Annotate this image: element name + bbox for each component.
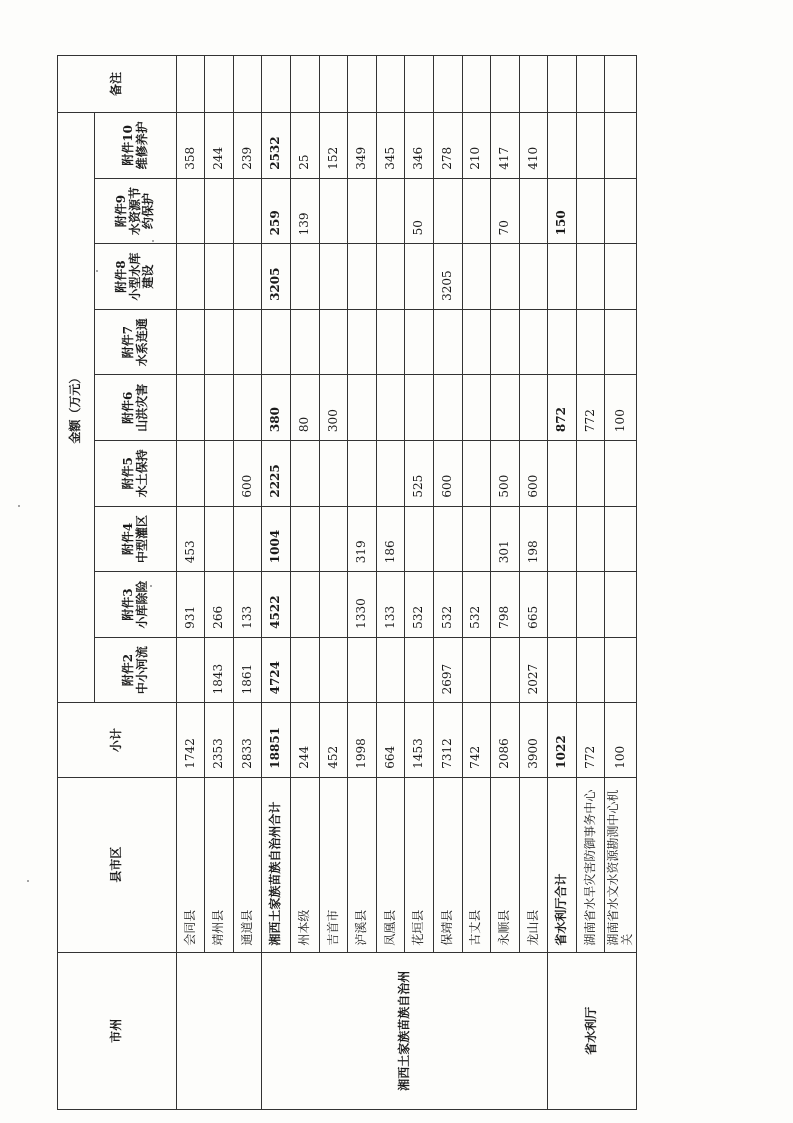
header-col-line1: 附件7 [120, 326, 135, 359]
header-col-7 [95, 309, 176, 375]
cell-attachment-10 [576, 112, 605, 178]
cell-remark [433, 56, 462, 113]
table-body [58, 56, 637, 1110]
cell-attachment-5 [576, 441, 605, 507]
cell-attachment-2 [176, 637, 205, 703]
cell-remark [376, 56, 405, 113]
cell-attachment-6: 300 [319, 375, 348, 441]
cell-subtotal: 1742 [176, 703, 205, 777]
cell-attachment-5 [605, 441, 637, 507]
cell-attachment-4 [462, 506, 491, 572]
cell-attachment-9 [233, 178, 262, 244]
cell-attachment-8 [176, 244, 205, 310]
cell-attachment-6: 872 [548, 375, 577, 441]
cell-attachment-9: 150 [548, 178, 577, 244]
cell-attachment-3 [605, 572, 637, 638]
cell-attachment-6: 80 [291, 375, 320, 441]
table-row [491, 56, 520, 1110]
cell-attachment-4: 198 [519, 506, 548, 572]
cell-attachment-3: 931 [176, 572, 205, 638]
cell-attachment-5: 525 [405, 441, 434, 507]
cell-attachment-2: 1861 [233, 637, 262, 703]
cell-attachment-8 [319, 244, 348, 310]
cell-subtotal: 452 [319, 703, 348, 777]
cell-attachment-3 [291, 572, 320, 638]
header-col-line2: 水资源节约保护 [127, 187, 156, 236]
cell-attachment-7 [605, 309, 637, 375]
header-col-line2: 小型水库建设 [127, 252, 156, 301]
cell-remark [205, 56, 234, 113]
cell-attachment-8 [376, 244, 405, 310]
cell-attachment-8 [348, 244, 377, 310]
cell-county: 泸溪县 [348, 777, 377, 952]
cell-attachment-4: 453 [176, 506, 205, 572]
table-row [291, 56, 320, 1110]
cell-remark [548, 56, 577, 113]
cell-attachment-2 [319, 637, 348, 703]
cell-attachment-10: 25 [291, 112, 320, 178]
header-col-2 [95, 637, 176, 703]
cell-subtotal: 742 [462, 703, 491, 777]
cell-attachment-9 [462, 178, 491, 244]
cell-attachment-9 [348, 178, 377, 244]
cell-attachment-9 [576, 178, 605, 244]
cell-attachment-3 [576, 572, 605, 638]
cell-remark [519, 56, 548, 113]
cell-attachment-8 [233, 244, 262, 310]
cell-subtotal: 244 [291, 703, 320, 777]
cell-subtotal: 1453 [405, 703, 434, 777]
table-row [462, 56, 491, 1110]
cell-remark [462, 56, 491, 113]
cell-attachment-9 [433, 178, 462, 244]
cell-attachment-9: 50 [405, 178, 434, 244]
header-col-line1: 附件8 [113, 260, 128, 293]
cell-attachment-5 [376, 441, 405, 507]
cell-attachment-3: 133 [376, 572, 405, 638]
cell-attachment-9: 259 [262, 178, 291, 244]
cell-subtotal: 3900 [519, 703, 548, 777]
table-row [433, 56, 462, 1110]
cell-attachment-2 [376, 637, 405, 703]
header-col-8 [95, 244, 176, 310]
cell-attachment-4 [291, 506, 320, 572]
cell-remark [319, 56, 348, 113]
cell-attachment-7 [205, 309, 234, 375]
cell-attachment-6 [491, 375, 520, 441]
cell-attachment-7 [233, 309, 262, 375]
cell-attachment-10: 239 [233, 112, 262, 178]
cell-subtotal: 664 [376, 703, 405, 777]
cell-attachment-6 [462, 375, 491, 441]
cell-attachment-10: 244 [205, 112, 234, 178]
cell-attachment-8 [405, 244, 434, 310]
header-subtotal: 小计 [58, 703, 177, 777]
cell-attachment-7 [433, 309, 462, 375]
cell-attachment-8 [576, 244, 605, 310]
cell-attachment-10: 210 [462, 112, 491, 178]
cell-subtotal: 100 [605, 703, 637, 777]
header-col-9 [95, 178, 176, 244]
cell-county: 湖南省水文水资源勘测中心机关 [605, 777, 637, 952]
cell-attachment-5 [348, 441, 377, 507]
cell-attachment-5 [176, 441, 205, 507]
cell-subtotal: 2086 [491, 703, 520, 777]
cell-attachment-8 [462, 244, 491, 310]
cell-county: 古丈县 [462, 777, 491, 952]
cell-attachment-9 [319, 178, 348, 244]
cell-attachment-4: 319 [348, 506, 377, 572]
cell-attachment-2: 2697 [433, 637, 462, 703]
table-row [548, 56, 577, 1110]
cell-attachment-7 [462, 309, 491, 375]
cell-county: 花垣县 [405, 777, 434, 952]
header-col-line2: 中型灌区 [134, 514, 149, 563]
cell-county: 龙山县 [519, 777, 548, 952]
cell-attachment-7 [291, 309, 320, 375]
cell-attachment-3: 4522 [262, 572, 291, 638]
cell-attachment-5 [205, 441, 234, 507]
cell-attachment-4 [576, 506, 605, 572]
header-amount-group: 金额（万元） [58, 112, 95, 702]
cell-attachment-6 [405, 375, 434, 441]
cell-remark [233, 56, 262, 113]
cell-attachment-2 [462, 637, 491, 703]
cell-attachment-7 [548, 309, 577, 375]
table-row [605, 56, 637, 1110]
cell-attachment-3 [319, 572, 348, 638]
cell-attachment-2 [548, 637, 577, 703]
cell-remark [291, 56, 320, 113]
cell-attachment-9: 139 [291, 178, 320, 244]
cell-subtotal: 2833 [233, 703, 262, 777]
cell-county: 省水利厅合计 [548, 777, 577, 952]
cell-county: 保靖县 [433, 777, 462, 952]
cell-attachment-4 [605, 506, 637, 572]
cell-attachment-8 [291, 244, 320, 310]
cell-attachment-5 [462, 441, 491, 507]
cell-remark [176, 56, 205, 113]
cell-subtotal: 2353 [205, 703, 234, 777]
cell-attachment-3: 532 [433, 572, 462, 638]
cell-attachment-2 [291, 637, 320, 703]
cell-attachment-4 [233, 506, 262, 572]
cell-attachment-4 [205, 506, 234, 572]
cell-attachment-2: 2027 [519, 637, 548, 703]
cell-attachment-7 [519, 309, 548, 375]
cell-attachment-10: 349 [348, 112, 377, 178]
cell-remark [491, 56, 520, 113]
cell-city [176, 952, 262, 1109]
header-remark: 备注 [58, 56, 177, 113]
header-col-6 [95, 375, 176, 441]
cell-attachment-10: 278 [433, 112, 462, 178]
header-col-line2: 水系连通 [134, 318, 149, 367]
cell-attachment-6 [176, 375, 205, 441]
cell-attachment-3: 798 [491, 572, 520, 638]
cell-attachment-8 [205, 244, 234, 310]
cell-county: 永顺县 [491, 777, 520, 952]
header-col-3 [95, 572, 176, 638]
header-col-line1: 附件6 [120, 391, 135, 424]
cell-attachment-7 [319, 309, 348, 375]
cell-attachment-6 [519, 375, 548, 441]
cell-attachment-10: 346 [405, 112, 434, 178]
cell-attachment-5 [319, 441, 348, 507]
cell-attachment-10: 2532 [262, 112, 291, 178]
cell-attachment-6 [433, 375, 462, 441]
cell-attachment-10: 152 [319, 112, 348, 178]
table-row [176, 56, 205, 1110]
cell-attachment-3: 1330 [348, 572, 377, 638]
table-row [576, 56, 605, 1110]
cell-remark [576, 56, 605, 113]
cell-attachment-5: 600 [519, 441, 548, 507]
cell-attachment-3: 665 [519, 572, 548, 638]
cell-remark [605, 56, 637, 113]
cell-attachment-10 [605, 112, 637, 178]
cell-attachment-2 [348, 637, 377, 703]
table-row [405, 56, 434, 1110]
cell-attachment-8 [605, 244, 637, 310]
cell-attachment-4: 301 [491, 506, 520, 572]
cell-attachment-8: 3205 [433, 244, 462, 310]
cell-attachment-3: 266 [205, 572, 234, 638]
funding-table [57, 55, 637, 1110]
header-city: 市州 [58, 952, 177, 1109]
cell-attachment-9 [205, 178, 234, 244]
cell-attachment-7 [405, 309, 434, 375]
cell-attachment-7 [348, 309, 377, 375]
cell-attachment-9 [605, 178, 637, 244]
header-col-line1: 附件4 [120, 522, 135, 556]
cell-attachment-2 [405, 637, 434, 703]
header-col-line1: 附件5 [120, 457, 135, 490]
table-row [319, 56, 348, 1110]
cell-attachment-10: 417 [491, 112, 520, 178]
table-row [519, 56, 548, 1110]
cell-attachment-6 [205, 375, 234, 441]
cell-remark [262, 56, 291, 113]
cell-subtotal: 1022 [548, 703, 577, 777]
rotated-table-sheet [57, 55, 637, 1110]
cell-county: 通道县 [233, 777, 262, 952]
cell-attachment-5: 600 [433, 441, 462, 507]
cell-attachment-6 [348, 375, 377, 441]
header-col-line2: 山洪灾害 [134, 383, 149, 432]
header-col-line1: 附件3 [120, 588, 135, 621]
header-col-5 [95, 441, 176, 507]
cell-attachment-7 [491, 309, 520, 375]
cell-attachment-10 [548, 112, 577, 178]
cell-attachment-3 [548, 572, 577, 638]
cell-attachment-6 [233, 375, 262, 441]
cell-attachment-7 [376, 309, 405, 375]
header-col-4 [95, 506, 176, 572]
cell-attachment-7 [576, 309, 605, 375]
cell-attachment-9: 70 [491, 178, 520, 244]
header-col-line1: 附件10 [120, 125, 135, 166]
cell-attachment-6: 772 [576, 375, 605, 441]
header-col-line1: 附件2 [120, 653, 135, 687]
cell-county: 湘西土家族苗族自治州合计 [262, 777, 291, 952]
cell-subtotal: 1998 [348, 703, 377, 777]
cell-attachment-2 [491, 637, 520, 703]
cell-attachment-3: 532 [405, 572, 434, 638]
cell-county: 湖南省水旱灾害防御事务中心 [576, 777, 605, 952]
cell-attachment-5: 2225 [262, 441, 291, 507]
header-col-line1: 附件9 [113, 194, 128, 228]
cell-subtotal: 18851 [262, 703, 291, 777]
cell-attachment-5: 600 [233, 441, 262, 507]
cell-attachment-6: 100 [605, 375, 637, 441]
cell-attachment-8 [491, 244, 520, 310]
table-row [262, 56, 291, 1110]
cell-attachment-7 [176, 309, 205, 375]
table-row [205, 56, 234, 1110]
cell-attachment-2: 1843 [205, 637, 234, 703]
cell-attachment-7 [262, 309, 291, 375]
cell-remark [405, 56, 434, 113]
cell-attachment-5: 500 [491, 441, 520, 507]
cell-attachment-2: 4724 [262, 637, 291, 703]
cell-attachment-3: 532 [462, 572, 491, 638]
cell-attachment-6 [376, 375, 405, 441]
cell-attachment-8: 3205 [262, 244, 291, 310]
cell-attachment-4: 1004 [262, 506, 291, 572]
cell-attachment-2 [576, 637, 605, 703]
cell-attachment-4: 186 [376, 506, 405, 572]
cell-attachment-10: 345 [376, 112, 405, 178]
cell-attachment-4 [405, 506, 434, 572]
cell-attachment-9 [176, 178, 205, 244]
cell-attachment-5 [291, 441, 320, 507]
cell-remark [348, 56, 377, 113]
cell-subtotal: 772 [576, 703, 605, 777]
cell-attachment-8 [548, 244, 577, 310]
cell-attachment-10: 358 [176, 112, 205, 178]
header-col-line2: 水土保持 [134, 449, 149, 498]
table-row [376, 56, 405, 1110]
header-row-top [58, 56, 95, 1110]
cell-attachment-3: 133 [233, 572, 262, 638]
header-col-10 [95, 112, 176, 178]
header-col-line2: 维修养护 [134, 121, 149, 170]
header-col-line2: 小库除险 [134, 580, 149, 629]
cell-county: 凤凰县 [376, 777, 405, 952]
cell-county: 州本级 [291, 777, 320, 952]
cell-attachment-9 [376, 178, 405, 244]
cell-attachment-5 [548, 441, 577, 507]
header-col-line2: 中小河流 [134, 646, 149, 695]
cell-attachment-4 [319, 506, 348, 572]
cell-attachment-10: 410 [519, 112, 548, 178]
cell-subtotal: 7312 [433, 703, 462, 777]
cell-county: 会同县 [176, 777, 205, 952]
cell-attachment-6: 380 [262, 375, 291, 441]
cell-attachment-9 [519, 178, 548, 244]
cell-attachment-2 [605, 637, 637, 703]
cell-city: 湘西土家族苗族自治州 [262, 952, 548, 1109]
cell-attachment-8 [519, 244, 548, 310]
cell-county: 靖州县 [205, 777, 234, 952]
cell-attachment-4 [433, 506, 462, 572]
header-county: 县市区 [58, 777, 177, 952]
table-row [233, 56, 262, 1110]
cell-county: 吉首市 [319, 777, 348, 952]
cell-attachment-4 [548, 506, 577, 572]
cell-city: 省水利厅 [548, 952, 637, 1109]
table-row [348, 56, 377, 1110]
